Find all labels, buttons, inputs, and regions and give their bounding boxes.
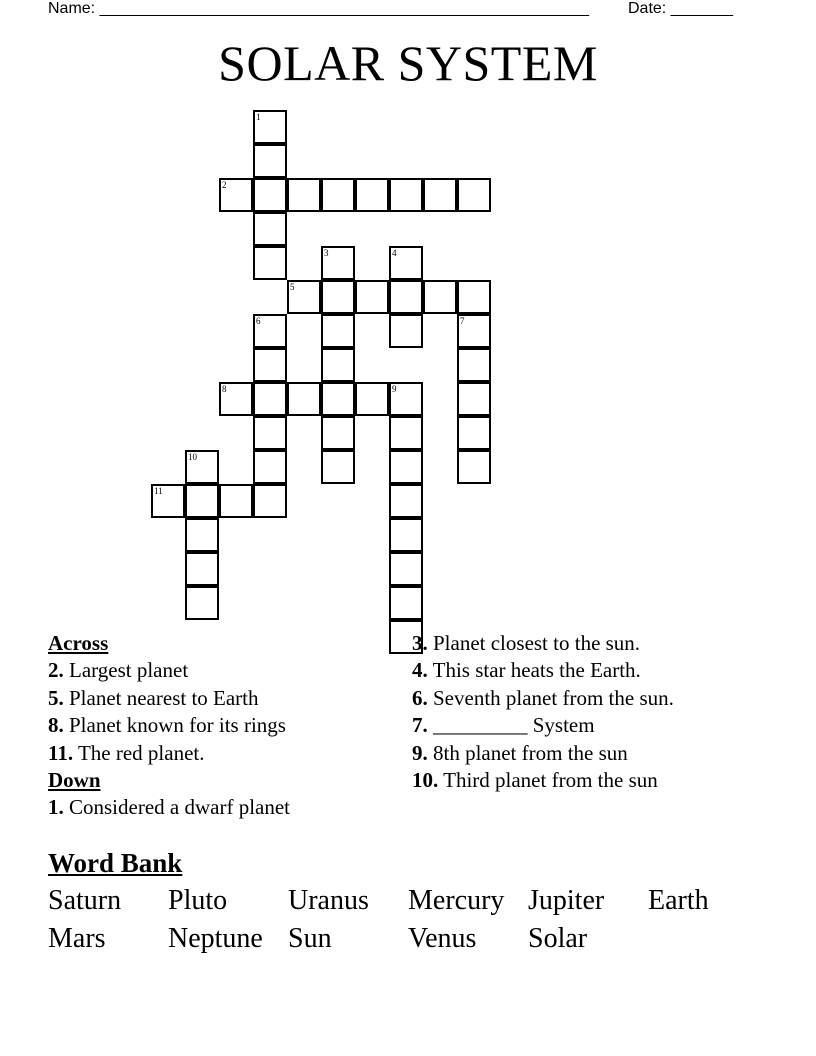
down-clue: 3. Planet closest to the sun. [412,631,641,655]
crossword-cell[interactable] [389,450,423,484]
crossword-cell[interactable] [321,178,355,212]
crossword-cell[interactable] [389,518,423,552]
clue-number: 11 [154,486,163,496]
crossword-cell[interactable] [253,450,287,484]
crossword-cell[interactable] [457,450,491,484]
crossword-cell[interactable] [389,484,423,518]
crossword-cell[interactable] [151,484,185,518]
crossword-cell[interactable] [389,552,423,586]
crossword-cell[interactable] [389,314,423,348]
crossword-cell[interactable] [287,178,321,212]
crossword-cell[interactable] [457,382,491,416]
down-clue: 9. 8th planet from the sun [412,740,628,765]
clue-number: 6 [256,316,261,326]
crossword-cell[interactable] [219,484,253,518]
word-bank-word: Sun [288,923,332,954]
across-heading: Across [48,631,109,655]
crossword-cell[interactable] [457,280,491,314]
clue-number: 4 [392,248,397,258]
across-clue: 2. Largest planet [48,658,189,683]
crossword-cell[interactable] [321,246,355,280]
crossword-cell[interactable] [423,178,457,212]
word-bank-word: Saturn [48,885,122,916]
word-bank-word: Earth [648,885,709,916]
crossword-cell[interactable] [253,178,287,212]
crossword-cell[interactable] [185,518,219,552]
crossword-cell[interactable] [219,178,253,212]
down-clue: 1. Considered a dwarf planet [48,795,291,820]
crossword-cell[interactable] [389,586,423,620]
clue-number: 9 [392,384,397,394]
down-clue: 7. _________ System [412,713,595,738]
crossword-cell[interactable] [287,280,321,314]
word-bank-word: Pluto [168,885,228,916]
crossword-cell[interactable] [389,280,423,314]
crossword-cell[interactable] [321,348,355,382]
crossword-cell[interactable] [321,382,355,416]
word-bank-word: Solar [528,923,588,954]
crossword-cell[interactable] [423,280,457,314]
crossword-cell[interactable] [457,348,491,382]
clues-left-column [48,630,398,822]
across-clue: 8. Planet known for its rings [48,713,286,738]
crossword-cell[interactable] [253,382,287,416]
clue-number: 3 [324,248,329,258]
clue-number: 8 [222,384,227,394]
crossword-cell[interactable] [355,280,389,314]
crossword-cell[interactable] [389,178,423,212]
clue-number: 5 [290,282,295,292]
crossword-cell[interactable] [389,416,423,450]
clue-number: 1 [256,112,261,122]
crossword-cell[interactable] [253,212,287,246]
word-bank-word: Uranus [288,885,369,916]
crossword-cell[interactable] [457,314,491,348]
crossword-cell[interactable] [253,348,287,382]
clue-number: 10 [188,452,197,462]
across-clue: 5. Planet nearest to Earth [48,685,259,710]
crossword-cell[interactable] [457,178,491,212]
crossword-cell[interactable] [219,382,253,416]
word-bank-word: Venus [408,923,477,954]
crossword-cell[interactable] [185,450,219,484]
down-clue: 6. Seventh planet from the sun. [412,685,674,710]
crossword-cell[interactable] [389,246,423,280]
crossword-cell[interactable] [321,314,355,348]
crossword-cell[interactable] [355,382,389,416]
date-line: Date: _______ [628,0,733,17]
crossword-cell[interactable] [389,382,423,416]
crossword-cell[interactable] [321,450,355,484]
word-bank-title: Word Bank [48,848,183,878]
word-bank-word: Mercury [408,885,505,916]
clue-number: 7 [460,316,465,326]
crossword-cell[interactable] [253,314,287,348]
crossword-cell[interactable] [185,586,219,620]
crossword-cell[interactable] [355,178,389,212]
down-clue: 4. This star heats the Earth. [412,658,641,683]
word-bank [48,882,788,958]
clue-number: 2 [222,180,227,190]
word-bank-word: Mars [48,923,106,954]
crossword-cell[interactable] [457,416,491,450]
name-line: Name: _______________________________________________________ [48,0,589,17]
crossword-cell[interactable] [253,110,287,144]
crossword-cell[interactable] [253,144,287,178]
crossword-cell[interactable] [321,416,355,450]
crossword-cell[interactable] [253,416,287,450]
header-line [48,0,740,20]
crossword-cell[interactable] [185,552,219,586]
word-bank-word: Jupiter [528,885,605,916]
down-heading: Down [48,768,101,793]
clues-right-column [412,630,812,794]
crossword-cell[interactable] [253,246,287,280]
crossword-cell[interactable] [321,280,355,314]
word-bank-word: Neptune [168,923,263,954]
down-clue: 10. Third planet from the sun [412,768,658,793]
page-title: SOLAR SYSTEM [218,35,598,91]
crossword-cell[interactable] [253,484,287,518]
crossword-cell[interactable] [185,484,219,518]
across-clue: 11. The red planet. [48,740,205,765]
crossword-cell[interactable] [287,382,321,416]
